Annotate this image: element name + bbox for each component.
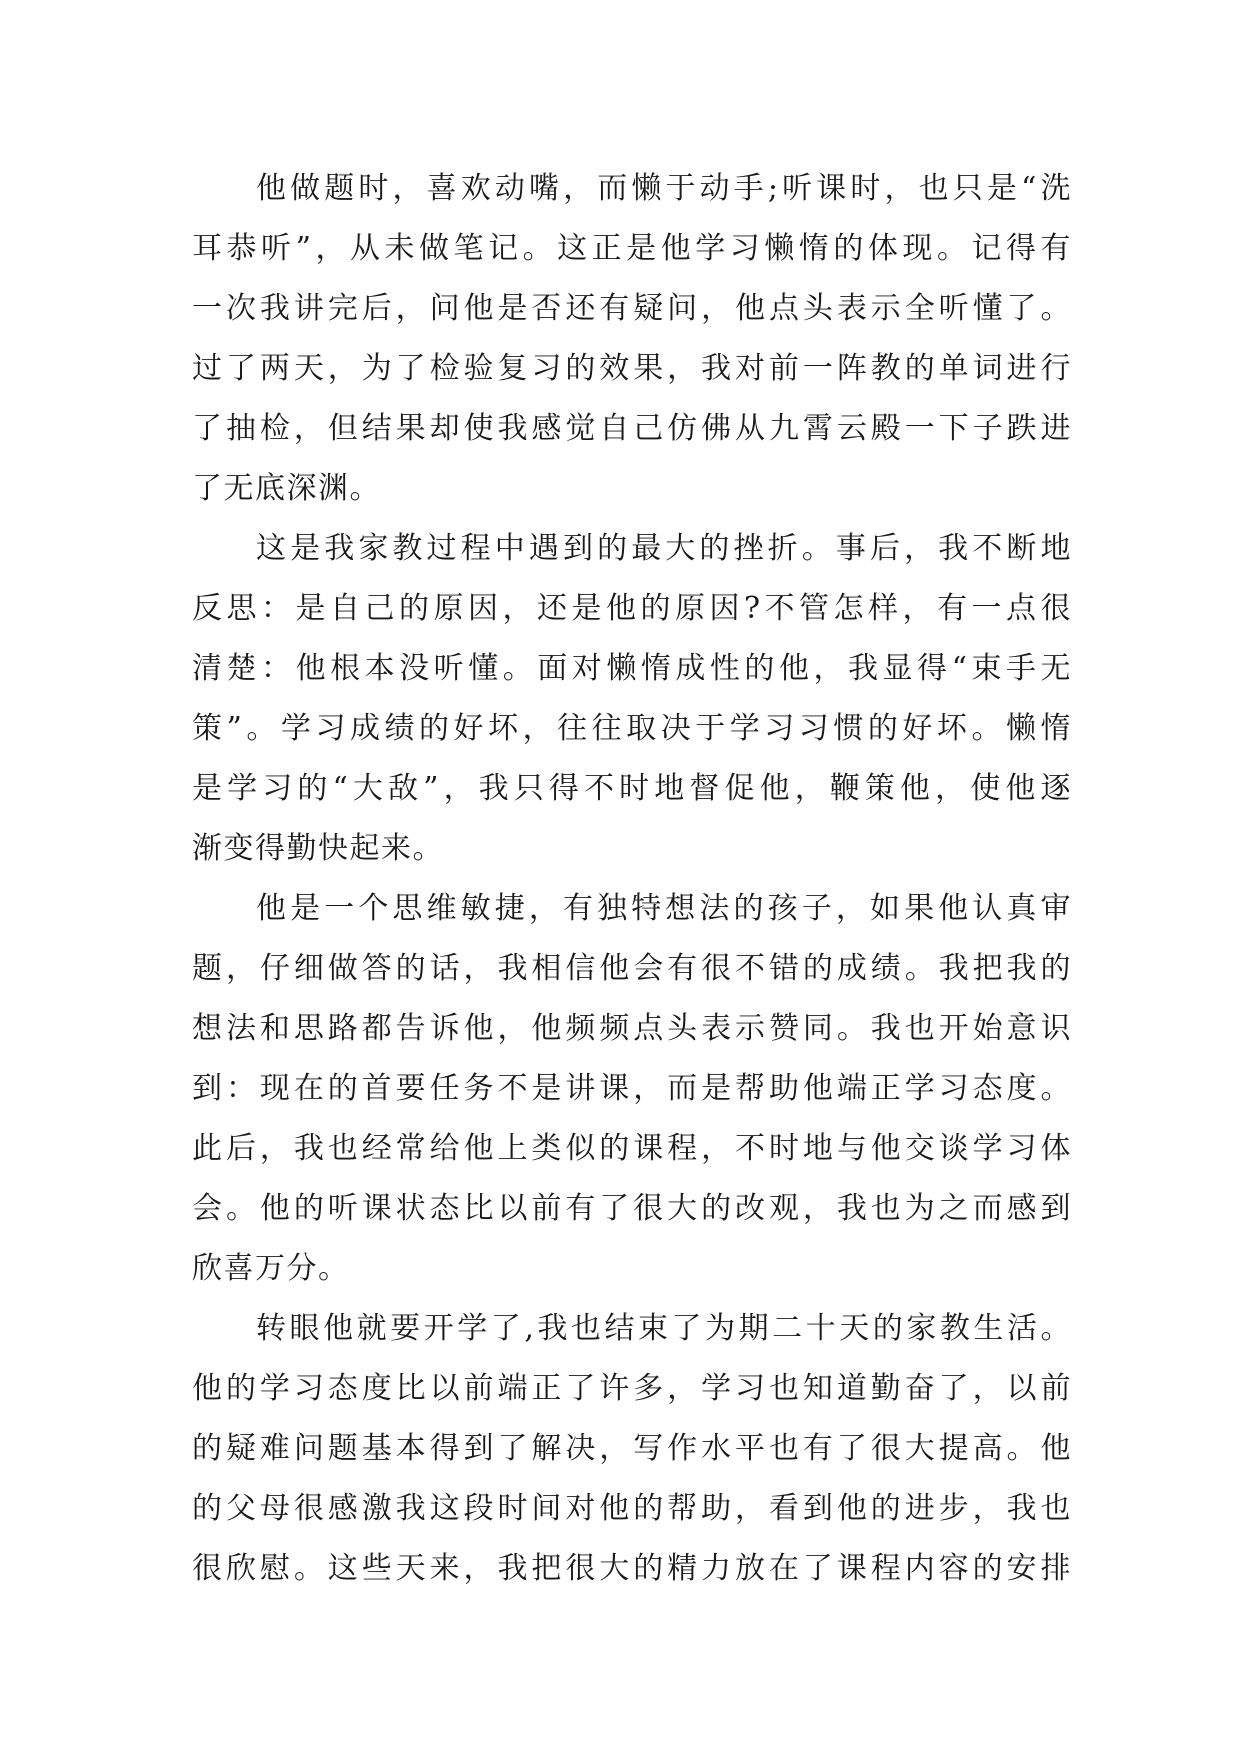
document-body	[192, 159, 1072, 1599]
text-line: 是学习的“大敌”，我只得不时地督促他，鞭策他，使他逐	[192, 771, 1072, 806]
text-line: 清楚：他根本没听懂。面对懒惰成性的他，我显得“束手无	[192, 651, 1072, 686]
text-line: 策”。学习成绩的好坏，往往取决于学习习惯的好坏。懒惰	[192, 711, 1072, 746]
text-line: 的疑难问题基本得到了解决，写作水平也有了很大提高。他	[192, 1431, 1072, 1466]
text-line: 他是一个思维敏捷，有独特想法的孩子，如果他认真审	[256, 891, 1072, 926]
text-line: 想法和思路都告诉他，他频频点头表示赞同。我也开始意识	[192, 1011, 1072, 1046]
text-line: 一次我讲完后，问他是否还有疑问，他点头表示全听懂了。	[192, 291, 1072, 326]
text-line: 到：现在的首要任务不是讲课，而是帮助他端正学习态度。	[192, 1071, 1072, 1106]
paragraph-2	[192, 519, 1072, 879]
text-line: 的父母很感激我这段时间对他的帮助，看到他的进步，我也	[192, 1491, 1072, 1526]
paragraph-3	[192, 879, 1072, 1299]
text-line: 很欣慰。这些天来，我把很大的精力放在了课程内容的安排	[192, 1551, 1072, 1586]
text-line: 了抽检，但结果却使我感觉自己仿佛从九霄云殿一下子跌进	[192, 411, 1072, 446]
text-line: 过了两天，为了检验复习的效果，我对前一阵教的单词进行	[192, 351, 1072, 386]
paragraph-4	[192, 1299, 1072, 1599]
text-line: 会。他的听课状态比以前有了很大的改观，我也为之而感到	[192, 1191, 1072, 1226]
text-line: 渐变得勤快起来。	[192, 831, 444, 866]
text-line: 了无底深渊。	[192, 471, 381, 506]
text-line: 他做题时，喜欢动嘴，而懒于动手;听课时，也只是“洗	[256, 171, 1072, 206]
text-line: 此后，我也经常给他上类似的课程，不时地与他交谈学习体	[192, 1131, 1072, 1166]
text-line: 这是我家教过程中遇到的最大的挫折。事后，我不断地	[256, 531, 1072, 566]
text-line: 耳恭听”，从未做笔记。这正是他学习懒惰的体现。记得有	[192, 231, 1072, 266]
paragraph-1	[192, 159, 1072, 519]
text-line: 题，仔细做答的话，我相信他会有很不错的成绩。我把我的	[192, 951, 1072, 986]
text-line: 转眼他就要开学了,我也结束了为期二十天的家教生活。	[256, 1311, 1072, 1346]
text-line: 欣喜万分。	[192, 1251, 350, 1286]
text-line: 反思：是自己的原因，还是他的原因?不管怎样，有一点很	[192, 591, 1072, 626]
text-line: 他的学习态度比以前端正了许多，学习也知道勤奋了，以前	[192, 1371, 1072, 1406]
